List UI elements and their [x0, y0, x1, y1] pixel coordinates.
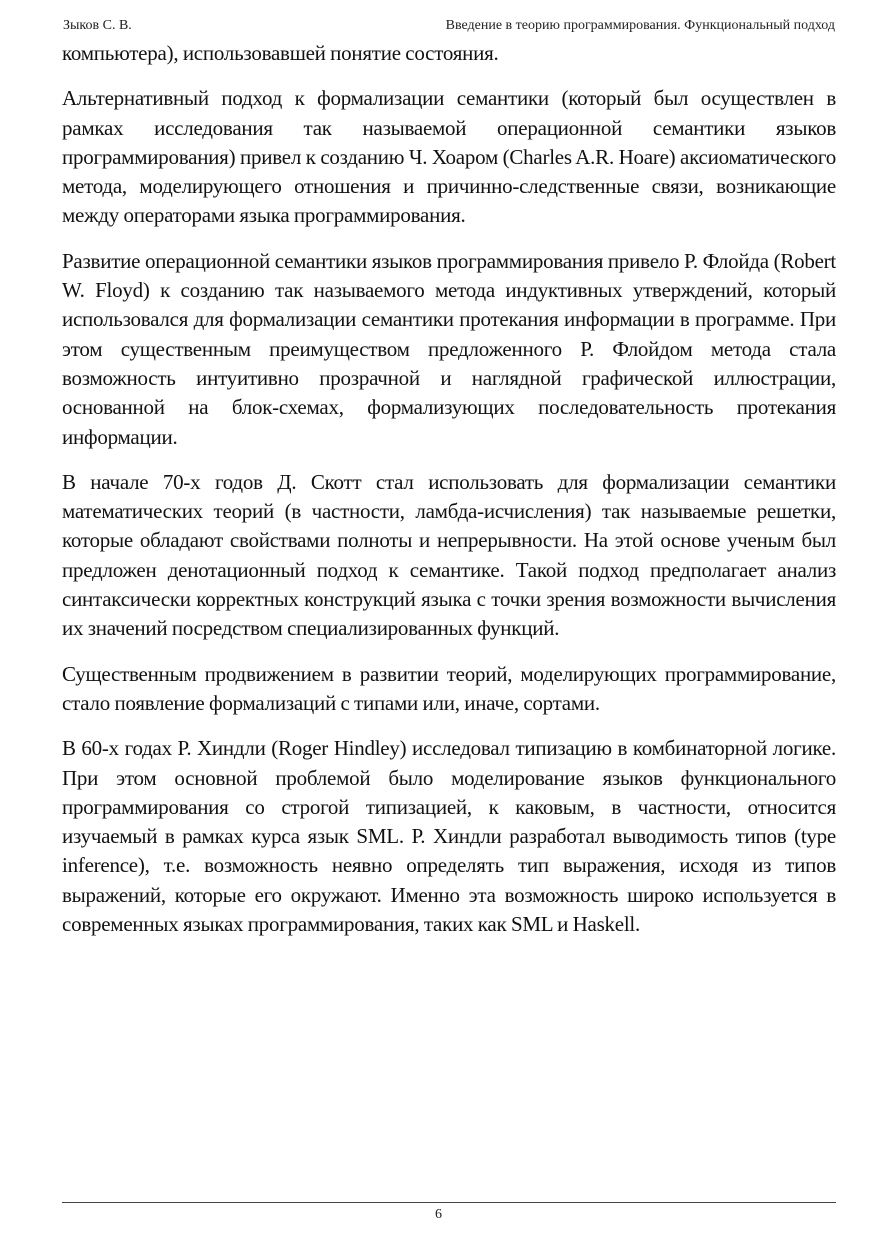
paragraph-hoare: Альтернативный подход к формализации семантики (который был осуществлен в рамках исследования так называемой операционной семантики языков программирования) привел к созданию Ч. Хоаром (Charles A.R. Hoare) аксиоматического метода, моделирующего отношения и причинно-следственные связи, возникающие между операторами языка программирования.: [62, 86, 836, 228]
paragraph-types: Существенным продвижением в развитии теорий, моделирующих программирование, стало появление формализаций с типами или, иначе, сортами.: [62, 661, 836, 715]
footer-divider: [62, 1202, 836, 1203]
body-text: [62, 39, 836, 955]
paragraph-hindley: В 60-х годах Р. Хиндли (Roger Hindley) исследовал типизацию в комбинаторной логике. При этом основной проблемой было моделирование языков функционального программирования со строгой типизацией, к каковым, в частности, относится изучаемый в рамках курса язык SML. Р. Хиндли разработал выводимость типов (type inference), т.е. возможность неявно определять тип выражения, исходя из типов выражений, которые его окружают. Именно эта возможность широко используется в современных языках программирования, таких как SML и Haskell.: [62, 736, 836, 937]
paragraph-scott: В начале 70-х годов Д. Скотт стал использовать для формализации семантики математических теорий (в частности, ламбда-исчисления) так называемые решетки, которые обладают свойствами полноты и непрерывности. На этой основе ученым был предложен денотационный подход к семантике. Такой подход предполагает анализ синтаксически корректных конструкций языка с точки зрения возможности вычисления их значений посредством специализированных функций.: [62, 469, 836, 641]
header-author: Зыков С. В.: [63, 18, 132, 33]
paragraph-continuation: компьютера), использовавшей понятие состояния.: [62, 41, 499, 65]
paragraph-floyd: Развитие операционной семантики языков программирования привело Р. Флойда (Robert W. Floyd) к созданию так называемого метода индуктивных утверждений, который использовался для формализации семантики протекания информации в программе. При этом существенным преимуществом предложенного Р. Флойдом метода стала возможность интуитивно прозрачной и наглядной графической иллюстрации, основанной на блок-схемах, формализующих последовательность протекания информации.: [62, 248, 836, 449]
page-number: 6: [435, 1207, 442, 1222]
header-title: Введение в теорию программирования. Функциональный подход: [445, 18, 835, 33]
